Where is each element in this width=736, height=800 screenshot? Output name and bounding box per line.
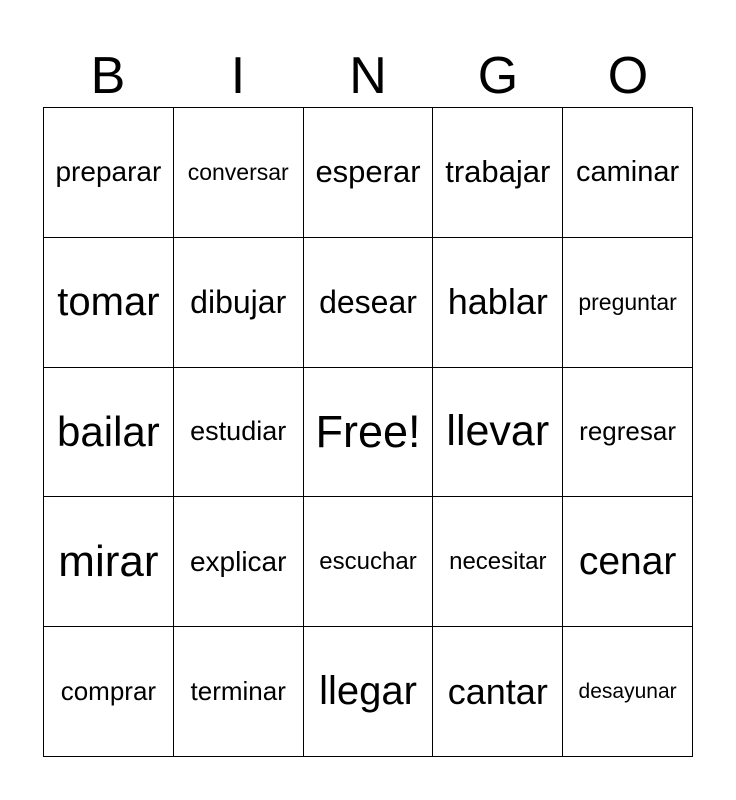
bingo-cell: llegar [304,627,434,757]
bingo-header [43,47,693,105]
bingo-cell: cantar [433,627,563,757]
bingo-cell: desayunar [563,627,693,757]
bingo-cell: caminar [563,108,693,238]
bingo-cell: mirar [44,497,174,627]
bingo-cell: esperar [304,108,434,238]
bingo-cell: llevar [433,368,563,498]
header-letter-i: I [230,47,246,105]
bingo-cell: conversar [174,108,304,238]
bingo-cell: trabajar [433,108,563,238]
bingo-cell: desear [304,238,434,368]
bingo-cell: necesitar [433,497,563,627]
bingo-cell: cenar [563,497,693,627]
bingo-cell: regresar [563,368,693,498]
bingo-cell: tomar [44,238,174,368]
bingo-cell: hablar [433,238,563,368]
bingo-cell: dibujar [174,238,304,368]
bingo-cell: estudiar [174,368,304,498]
bingo-cell: bailar [44,368,174,498]
header-letter-b: B [90,47,126,105]
bingo-cell: escuchar [304,497,434,627]
bingo-cell: preguntar [563,238,693,368]
bingo-board [43,107,693,757]
bingo-cell: Free! [304,368,434,498]
bingo-cell: preparar [44,108,174,238]
header-letter-o: O [607,47,649,105]
bingo-cell: explicar [174,497,304,627]
header-letter-n: N [349,47,387,105]
header-letter-g: G [477,47,519,105]
bingo-cell: terminar [174,627,304,757]
bingo-cell: comprar [44,627,174,757]
